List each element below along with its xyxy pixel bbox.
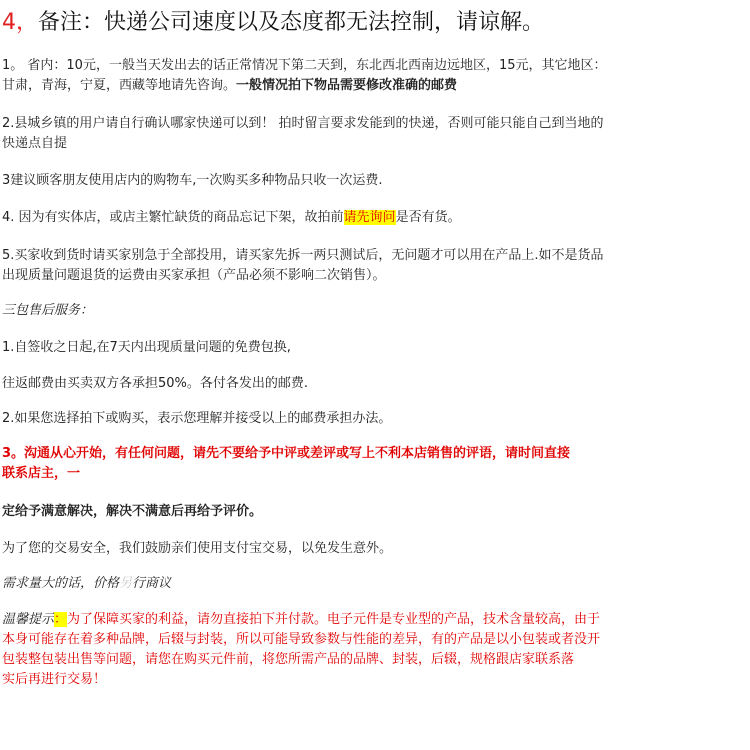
courier-note-line-1: 2.县城乡镇的用户请自行确认哪家快递可以到！ 拍时留言要求发能到的快递，否则可能只能自己到当地的 [2, 116, 604, 131]
communication-note-line-2: 联系店主，一 [2, 466, 81, 481]
fee-adjust-note: 一般情况拍下物品需要修改准确的邮费 [236, 78, 458, 93]
shipping-fee-line-1: 1。 省内：10元，一般当天发出去的话正常情况下第二天到，东北西北西南边远地区，15元，其它地区： [2, 58, 607, 73]
courier-note-line-2: 快递点自提 [2, 136, 68, 151]
tip-line-4: 实后再进行交易！ [2, 672, 107, 687]
stock-note [2, 208, 748, 228]
resolution-note: 定给予满意解决，解决不满意后再给予评价。 [2, 504, 263, 519]
page-title [2, 6, 748, 40]
title-text: 备注：快递公司速度以及态度都无法控制，请谅解。 [38, 10, 545, 35]
shipping-fee-line-2 [2, 76, 748, 96]
testing-note-line-2: 出现质量问题退货的运费由买家承担（产品必须不影响二次销售）。 [2, 268, 386, 283]
after-sales-heading: 三包售后服务： [2, 303, 94, 318]
communication-note-line-1: 3。沟通从心开始，有任何问题，请先不要给予中评或差评或写上不利本店销售的评语，请时间直接 [2, 446, 571, 461]
testing-note-line-1: 5.买家收到货时请买家别急于全部投用，请买家先拆一两只测试后，无问题才可以用在产品上.如不是货品 [2, 248, 604, 263]
alipay-note: 为了您的交易安全，我们鼓励亲们使用支付宝交易，以免发生意外。 [2, 541, 393, 556]
inquire-first-highlight: 请先询问 [343, 210, 396, 225]
tip-text-1: 为了保障买家的利益，请勿直接拍下并付款。电子元件是专业型的产品，技术含量较高，由于 [67, 612, 601, 627]
tip-line-1 [2, 610, 748, 630]
bulk-price-end: 行商议 [132, 576, 172, 591]
bulk-price-note [2, 574, 748, 594]
after-sales-item-2: 2.如果您选择拍下或购买，表示您理解并接受以上的邮费承担办法。 [2, 411, 392, 426]
bulk-price-text: 需求量大的话，价格 [2, 576, 120, 591]
after-sales-item-1: 1.自签收之日起,在7天内出现质量问题的免费包换, [2, 340, 291, 355]
tip-colon-highlight: ： [54, 612, 68, 627]
tip-line-2: 本身可能存在着多种品牌，后辍与封装，所以可能导致参数与性能的差异，有的产品是以小包装或者没开 [2, 632, 601, 647]
after-sales-item-1b: 往返邮费由买卖双方各承担50%。各付各发出的邮费. [2, 376, 309, 391]
bulk-price-faded: 另 [119, 576, 133, 591]
stock-note-end: 是否有货。 [395, 210, 461, 225]
tip-label: 温馨提示 [2, 612, 55, 627]
cart-note: 3建议顾客朋友使用店内的购物车,一次购买多种物品只收一次运费. [2, 173, 383, 188]
tip-line-3: 包装整包装出售等问题，请您在购买元件前，将您所需产品的品牌、封装，后辍，规格跟店家联系落 [2, 652, 575, 667]
title-number: 4， [2, 10, 38, 35]
remote-regions-text: 甘肃，青海，宁夏，西藏等地请先咨询。 [2, 78, 237, 93]
stock-note-text: 4. 因为有实体店，或店主繁忙缺货的商品忘记下架，故拍前 [2, 210, 344, 225]
